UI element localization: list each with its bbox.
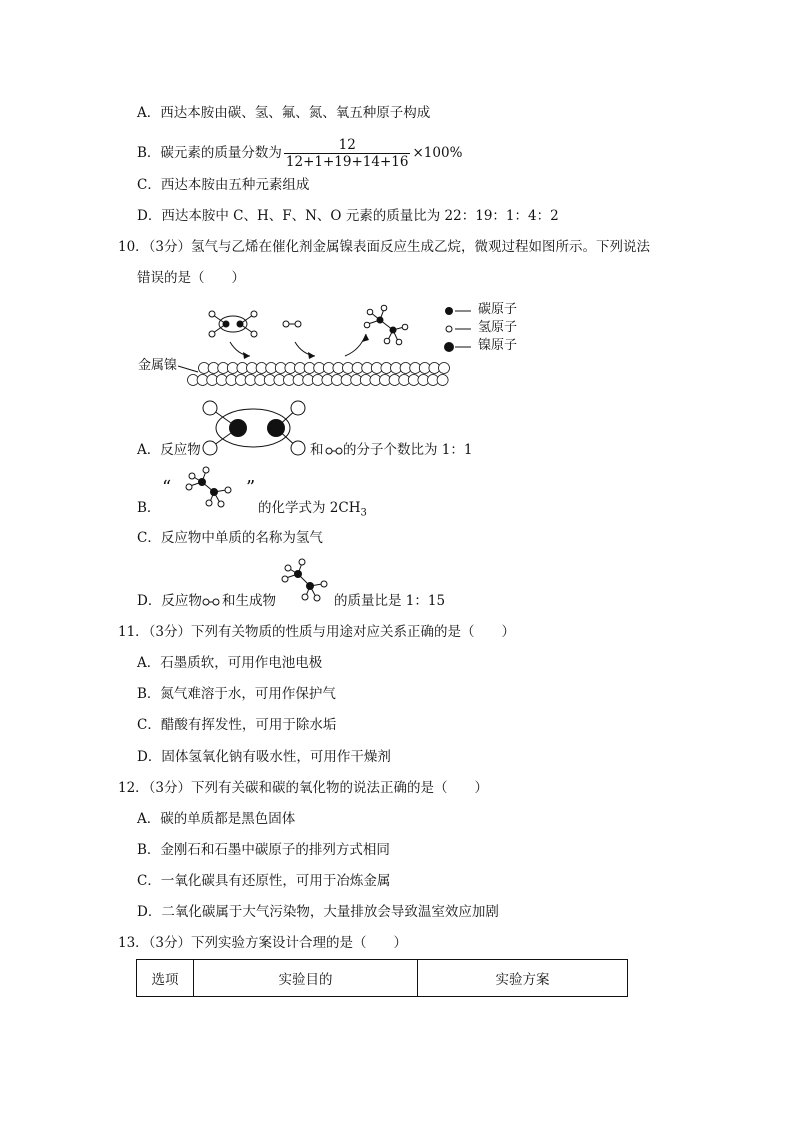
arrow-2-icon [295,342,315,356]
q11-option-a: A．石墨质软，可用作电池电极 [137,655,323,671]
q10-option-b-subscript: 3 [360,507,367,519]
q10-option-b-close-quote: ” [246,477,256,498]
table-header-cell: 实验目的 [194,960,418,997]
q9-option-c: C．西达本胺由五种元素组成 [137,177,310,193]
legend-hydrogen-label: 氢原子 [478,320,518,335]
q10-option-d-mid: 和生成物 [222,593,276,609]
q9-fraction-numerator: 12 [284,137,411,154]
q13-stem: 13．（3分）下列实验方案设计合理的是（ ） [118,935,408,951]
q12-stem: 12．（3分）下列有关碳和碳的氧化物的说法正确的是（ ） [118,780,489,796]
diagram-legend-icons [443,303,473,363]
table-header-cell: 选项 [137,960,194,997]
q9-option-a: A．西达本胺由碳、氢、氟、氮、氧五种原子构成 [137,105,431,121]
ethane-molecule-icon [364,305,408,345]
q12-option-b: B．金刚石和石墨中碳原子的排列方式相同 [137,842,390,858]
nickel-surface [188,363,450,386]
q10-option-b-open-quote: “ [162,477,172,498]
ethylene-large-icon [200,398,300,458]
ethane-product-icon [282,558,332,608]
q11-option-d: D．固体氢氧化钠有吸水性，可用作干燥剂 [137,749,391,765]
q10-option-b-prefix: B． [137,500,161,516]
q9-option-d: D．西达本胺中 C、H、F、N、O 元素的质量比为 22：19：1：4：2 [137,208,559,224]
hydrogen-molecule-option-d-icon [202,597,220,607]
table-header-cell: 实验方案 [418,960,628,997]
q12-option-c: C．一氧化碳具有还原性，可用于冶炼金属 [137,873,391,889]
legend-carbon-label: 碳原子 [478,302,518,317]
ethylene-molecule-icon [209,311,257,337]
q10-stem-line1: 10．（3分）氢气与乙烯在催化剂金属镍表面反应生成乙烷，微观过程如图所示。下列说法 [118,239,651,255]
q11-option-b: B．氮气难溶于水，可用作保护气 [137,686,336,702]
nickel-atom [437,375,448,386]
q12-option-a: A．碳的单质都是黑色固体 [137,811,296,827]
q10-option-c: C．反应物中单质的名称为氢气 [137,530,323,546]
q9-option-b-prefix: B．碳元素的质量分数为 [137,145,282,161]
metal-nickel-label: 金属镍 [138,358,178,373]
reaction-diagram [130,300,450,390]
q9-fraction [284,137,411,170]
q10-option-d-prefix: D．反应物 [137,593,202,609]
q9-option-b [137,137,462,170]
methyl-fragment-icon [186,466,246,506]
nickel-atom [439,363,450,374]
q10-option-a-and: 和 [310,442,324,458]
hydrogen-atom-icon [446,326,452,332]
nickel-atom-icon [444,342,454,352]
q11-option-c: C．醋酸有挥发性，可用于除水垢 [137,717,337,733]
q10-option-a-tail: 的分子个数比为 1：1 [343,442,473,458]
legend-nickel-label: 镍原子 [478,338,518,353]
q10-option-a-prefix: A．反应物 [137,442,201,458]
hydrogen-molecule-small-icon [325,446,343,456]
q10-option-b-formula: 的化学式为 2CH [258,500,361,516]
table-header-row [137,960,628,997]
arrow-3-icon [345,334,366,356]
q10-option-d-tail: 的质量比是 1：15 [334,593,446,609]
q10-stem-line2: 错误的是（ ） [137,270,245,286]
q10-option-b-tail [258,498,367,524]
carbon-atom-icon [445,307,453,315]
arrow-1-icon [230,342,250,356]
q11-stem: 11．（3分）下列有关物质的性质与用途对应关系正确的是（ ） [118,624,516,640]
hydrogen-molecule-icon [283,321,301,327]
q12-option-d: D．二氧化碳属于大气污染物，大量排放会导致温室效应加剧 [137,904,499,920]
q9-fraction-denominator: 12+1+19+14+16 [285,154,409,170]
q9-option-b-suffix: ×100% [412,145,463,161]
q13-table [136,959,628,997]
